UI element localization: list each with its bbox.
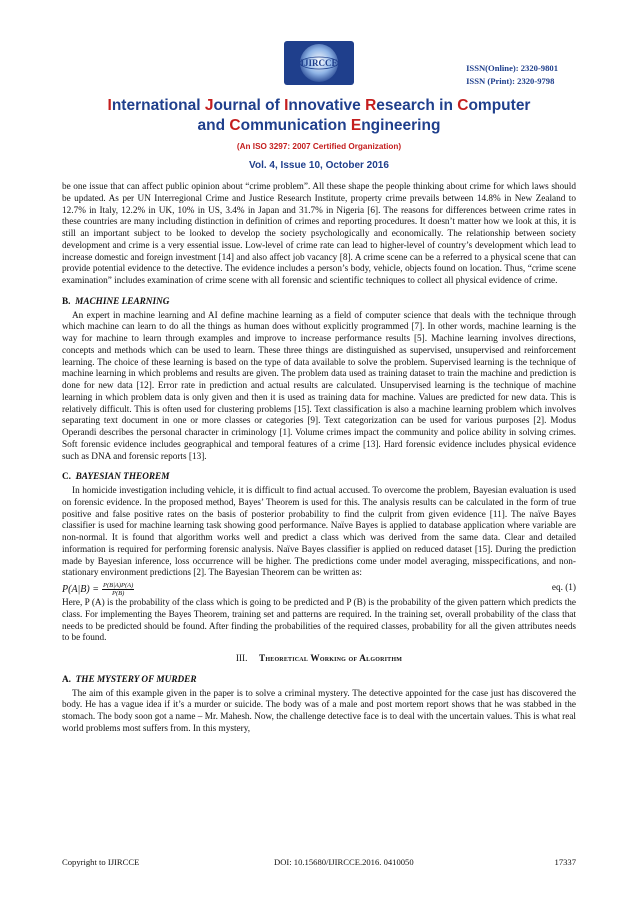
paragraph-bayesian-explanation: Here, P (A) is the probability of the class which is going to be predicted and P (B) is the probability of the given pattern which predicts the class. For implementing the Bayes Theorem, training set and patterns are required. In the training set, overall probability of the class that needs to be predicted should be found. After finding the probabilities of the required classes, probability for all the given attributes needs to be found. — [62, 598, 576, 644]
title-word: omputer — [468, 97, 531, 114]
section-heading-a — [62, 675, 576, 687]
title-word: nternational — [111, 97, 205, 114]
paragraph-mystery: The aim of this example given in the paper is to solve a criminal mystery. The detective appointed for the case just has discovered the body. He has a vague idea if it’s a murder or suicide. The body was of a male and post mortem report shows that he was stabbed in the stomach. The body soon got a name – Mr. Mahesh. Now, the challenge detective face is to deal with the uncertain values. This is what real world problems most suffers from. In this mystery, — [62, 688, 576, 734]
journal-title — [60, 96, 578, 136]
title-initial: E — [350, 117, 362, 134]
section-heading-iii — [62, 654, 576, 666]
equation-denominator: P(B) — [112, 590, 125, 597]
paragraph-intro: be one issue that can affect public opinion about “crime problem”. All these shape the people thinking about crime for which laws should be updated. As per UN Interregional Crime and Justice Research Institute, property crime prevails between 14.8% in New Zealand to 12.7% in Italy, 12.2% in UK, 10% in US, 3.4% in Japan and 31.7% in Nigeria [6]. The reasons for differences between crime rates in these countries are many including distinction in definition of crimes and reporting procedures. It doesn’t matter how we look at this, it is still an important subject to be looked to develop the society psychologically and economically. The relationship between society development and crime is a very essential issue. Low-level of crime rate can lead to higher-level of country’s development which lead to increase domestic and foreign investment [14] and also affect job vacancy [8]. A crime scene can be a referred to a physical scene that can provide potential evidence to the detective. The evidence includes a person’s body, vehicle, objects found on location. Thus, “crime scene examination” includes examination of crime scene with all forensic and scientific techniques to collect all physical evidence of crime. — [62, 182, 576, 286]
section-heading-b — [62, 297, 576, 309]
title-word: esearch in — [376, 97, 458, 114]
page-footer — [62, 857, 576, 869]
footer-doi: DOI: 10.15680/IJIRCCE.2016. 0410050 — [274, 857, 414, 867]
journal-title-line-1 — [60, 96, 578, 116]
section-number: B. — [62, 296, 71, 307]
title-initial: I — [107, 97, 112, 114]
logo-text: IJIRCCE — [300, 58, 338, 68]
title-initial: C — [457, 97, 469, 114]
title-initial: I — [284, 97, 289, 114]
section-title: BAYESIAN THEOREM — [75, 472, 170, 483]
title-word: ngineering — [361, 117, 441, 134]
equation-fraction — [102, 582, 134, 597]
journal-logo — [283, 40, 355, 86]
footer-copyright: Copyright to IJIRCCE — [62, 857, 140, 867]
equation-1 — [62, 580, 576, 598]
title-word: and — [197, 117, 230, 134]
section-number: C. — [62, 472, 71, 483]
equation-label: eq. (1) — [551, 583, 576, 593]
equation-expression — [62, 582, 134, 597]
section-number: A. — [62, 674, 71, 685]
title-initial: R — [365, 97, 377, 114]
section-number: III. — [235, 654, 248, 664]
paragraph-machine-learning: An expert in machine learning and AI define machine learning as a field of computer science that deals with the technique through which machine can learn to do all the things as human does without explicitly programmed [7]. In other words, machine learning is the way for machine to learn through examples and improve to increase performance results [5]. Machine learning involves directions, concepts and methods which can be used to learn. These three things are distinguished as supervised, unsupervised and reinforcement learning. The choice of these learning is based on the type of data available to solve the problem. Supervised learning is the technique of machine learning in which problems and results are given. The problem data used as training dataset to train the machine and prediction is done for new data [12]. Error rate in prediction and actual results are calculated. Unsupervised learning is the technique of machine learning in which problem data is only given and then it is used as training data for machine. Values are predicted for new data. This is relatively difficult. This is often used for clustering problems [15]. Text classification is also a machine learning problem which involves separating text document in one or more classes or categories [9]. Text categorization can be used for various purposes [2]. Modus Operandi describes the personal character in criminology [1]. Volume crimes impact the community and police ability in solving crimes. Soft forensic evidence includes geographical and temporal features of a crime [13]. Hard forensic evidence includes physical evidence such as DNA and forensic reports [13]. — [62, 310, 576, 462]
issn-block — [466, 62, 558, 88]
section-heading-c — [62, 472, 576, 484]
title-word: nnovative — [288, 97, 366, 114]
title-initial: J — [204, 97, 214, 114]
section-title: MACHINE LEARNING — [75, 296, 170, 307]
section-title: THE MYSTERY OF MURDER — [75, 674, 197, 685]
issn-print: ISSN (Print): 2320-9798 — [466, 76, 555, 86]
title-word: ournal of — [213, 97, 285, 114]
journal-title-line-2 — [60, 116, 578, 136]
title-word: ommunication — [240, 117, 351, 134]
title-initial: C — [229, 117, 241, 134]
issn-online: ISSN(Online): 2320-9801 — [466, 63, 558, 73]
equation-numerator: P(B|A)P(A) — [102, 582, 134, 589]
section-title: Theoretical Working of Algorithm — [259, 654, 403, 664]
article-body — [62, 182, 576, 736]
equation-lhs: P(A|B) = — [62, 583, 99, 595]
iso-certification: (An ISO 3297: 2007 Certified Organization) — [236, 142, 402, 151]
footer-page-number: 17337 — [554, 857, 576, 867]
volume-issue: Vol. 4, Issue 10, October 2016 — [249, 160, 389, 171]
paragraph-bayesian: In homicide investigation including vehicle, it is difficult to find actual accused. To overcome the problem, Bayesian evaluation is used on forensic evidence. In the proposed method, Bayes’ Theorem is used for this. The analysis results can be calculated in the form of true positive and false positive rates on the basis of posterior probability to find the culprit from given evidence [11]. The naïve Bayes classifier is used for machine learning task showing good performance. Naïve Bayes is applied to database application where variable are non-normal. It is found that algorithm works well and predict a class which was derived from the same data. Clear and detailed information is required for performing forensic analysis. Naïve Bayes classifier is applied on reduced dataset [15]. During the prediction made by Bayesian inference, loss occurrence will be higher. The predictions come under model averaging, misspecifications, and non-stationary environment predictions [2]. The Bayesian Theorem can be written as: — [62, 486, 576, 579]
